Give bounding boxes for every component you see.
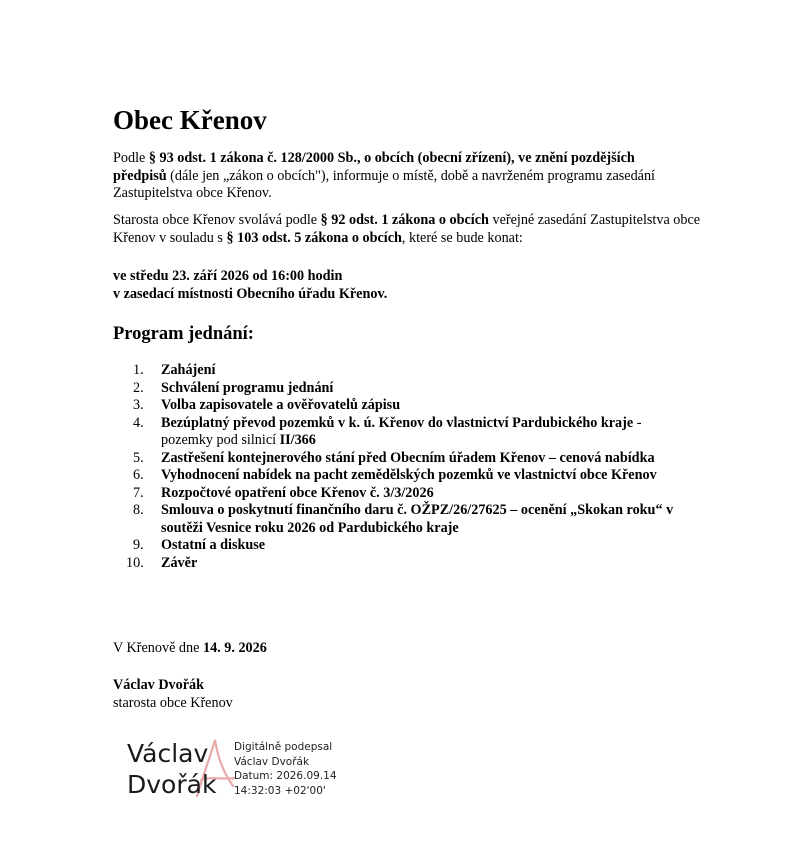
item-number: 3. bbox=[133, 397, 144, 413]
program-item bbox=[113, 362, 693, 380]
item-number: 8. bbox=[133, 502, 144, 518]
date-line bbox=[113, 640, 267, 658]
program-item bbox=[113, 537, 693, 555]
item-note: - pozemky pod silnicí bbox=[161, 414, 642, 448]
item-number: 5. bbox=[133, 449, 144, 466]
signature-info-line: Datum: 2026.09.14 bbox=[234, 770, 337, 782]
signer-name: Václav Dvořák bbox=[113, 677, 205, 693]
convocation-text-end: , které se bude konat: bbox=[401, 229, 523, 246]
intro-law-reference: § 93 odst. 1 zákona č. 128/2000 Sb., o obcích (obecní zřízení), ve znění pozdějších předpisů bbox=[113, 150, 635, 184]
program-item bbox=[113, 555, 693, 573]
program-item bbox=[113, 380, 693, 398]
program-heading: Program jednání: bbox=[113, 324, 254, 344]
signature-name-line-2: Dvořák bbox=[127, 770, 217, 799]
item-note-road: II/366 bbox=[279, 432, 316, 448]
convocation-text-mid: veřejné zasedání Zastupitelstva obce Křenov v souladu s bbox=[113, 212, 701, 246]
program-item bbox=[113, 467, 693, 485]
digital-signature bbox=[127, 736, 387, 806]
item-text: Bezúplatný převod pozemků v k. ú. Křenov do vlastnictví Pardubického kraje bbox=[161, 414, 634, 431]
signature-name-line-1: Václav bbox=[127, 739, 209, 768]
item-text: Schválení programu jednání bbox=[161, 379, 334, 396]
intro-paragraph bbox=[113, 150, 673, 203]
item-number: 1. bbox=[133, 362, 144, 378]
item-text: Volba zapisovatele a ověřovatelů zápisu bbox=[161, 397, 401, 413]
intro-text-end: (dále jen „zákon o obcích"), informuje o místě, době a navrženém programu zasedání Zastupitelstva obce Křenov. bbox=[113, 167, 655, 201]
program-item bbox=[113, 485, 693, 503]
convocation-law-ref-2: § 103 odst. 5 zákona o obcích bbox=[226, 229, 402, 246]
item-number: 2. bbox=[133, 379, 144, 396]
document-title: Obec Křenov bbox=[113, 105, 267, 135]
item-number: 4. bbox=[133, 414, 144, 431]
item-text: Smlouva o poskytnutí finančního daru č. OŽPZ/26/27625 – ocenění „Skokan roku“ v soutěži Vesnice roku 2026 od Pardubického kraje bbox=[161, 502, 674, 536]
meeting-time: ve středu 23. září 2026 od 16:00 hodin bbox=[113, 268, 343, 284]
program-item bbox=[113, 415, 691, 450]
convocation-text: Starosta obce Křenov svolává podle bbox=[113, 212, 321, 228]
item-number: 7. bbox=[133, 484, 144, 501]
signature-info-line: 14:32:03 +02'00' bbox=[234, 784, 326, 797]
program-item bbox=[113, 397, 693, 415]
convocation-law-ref-1: § 92 odst. 1 zákona o obcích bbox=[320, 212, 489, 228]
item-text: Ostatní a diskuse bbox=[161, 537, 266, 553]
date-prefix: V Křenově dne bbox=[113, 640, 203, 656]
program-item bbox=[113, 450, 693, 468]
signature-details bbox=[234, 740, 337, 798]
signer-role: starosta obce Křenov bbox=[113, 695, 233, 711]
item-number: 9. bbox=[133, 537, 144, 553]
item-text: Vyhodnocení nabídek na pacht zemědělských pozemků ve vlastnictví obce Křenov bbox=[161, 467, 657, 483]
signature-info-line: Digitálně podepsal bbox=[234, 741, 333, 753]
item-text: Rozpočtové opatření obce Křenov č. 3/3/2026 bbox=[161, 484, 434, 501]
item-number: 10. bbox=[126, 554, 144, 571]
item-number: 6. bbox=[133, 467, 144, 483]
intro-text: Podle bbox=[113, 150, 149, 166]
item-text: Závěr bbox=[161, 554, 198, 571]
signature-visual-name bbox=[127, 738, 216, 800]
item-text: Zastřešení kontejnerového stání před Obecním úřadem Křenov – cenová nabídka bbox=[161, 449, 655, 466]
signature-info-line: Václav Dvořák bbox=[234, 755, 310, 768]
document-date: 14. 9. 2026 bbox=[202, 640, 267, 656]
convocation-paragraph bbox=[113, 212, 713, 247]
program-list bbox=[113, 362, 709, 572]
meeting-place: v zasedací místnosti Obecního úřadu Křenov. bbox=[113, 286, 388, 302]
item-text: Zahájení bbox=[161, 362, 216, 378]
program-item bbox=[113, 502, 709, 537]
